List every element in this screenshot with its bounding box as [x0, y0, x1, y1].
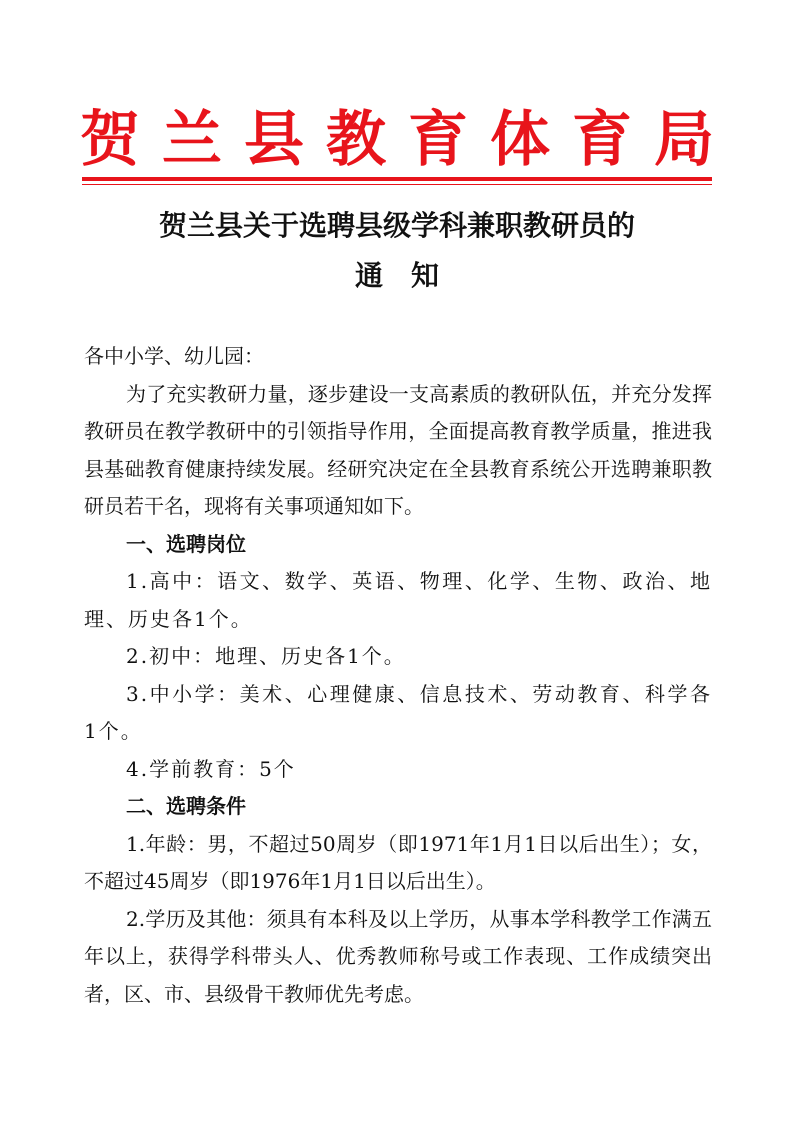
position-item-high-school: 1.高中：语文、数学、英语、物理、化学、生物、政治、地理、历史各1个。	[84, 569, 712, 631]
masthead-char: 育	[408, 105, 468, 175]
position-item-middle-school: 2.初中：地理、历史各1个。	[126, 644, 406, 668]
notice-title-line1: 贺兰县关于选聘县级学科兼职教研员的	[158, 209, 635, 242]
masthead-char: 育	[572, 105, 632, 175]
section-heading-positions: 一、选聘岗位	[126, 531, 246, 556]
masthead-char: 局	[654, 105, 714, 175]
intro-paragraph: 为了充实教研力量，逐步建设一支高素质的教研队伍，并充分发挥教研员在教学教研中的引领指导作用，全面提高教育教学质量，推进我县基础教育健康持续发展。经研究决定在全县教育系统公开选聘兼职教研员若干名，现将有关事项通知如下。	[84, 381, 712, 518]
condition-item-age: 1.年龄：男，不超过50周岁（即1971年1月1日以后出生）；女，不超过45周岁（即1976年1月1日以后出生）。	[84, 831, 712, 893]
position-item-preschool: 4.学前教育：5个	[126, 756, 296, 781]
section-heading-conditions: 二、选聘条件	[126, 794, 246, 818]
condition-item-education: 2.学历及其他：须具有本科及以上学历，从事本学科教学工作满五年以上，获得学科带头人、优秀教师称号或工作表现、工作成绩突出者，区、市、县级骨干教师优先考虑。	[84, 906, 712, 1006]
masthead-divider-thin	[82, 184, 712, 185]
masthead-char: 体	[490, 105, 550, 175]
masthead-divider-thick	[82, 177, 712, 181]
notice-title-line2: 通知	[354, 259, 467, 292]
position-item-primary-middle: 3.中小学：美术、心理健康、信息技术、劳动教育、科学各1个。	[84, 681, 712, 743]
masthead-title	[80, 105, 714, 175]
masthead-char: 贺	[80, 105, 140, 175]
salutation: 各中小学、幼儿园：	[84, 344, 264, 368]
masthead-char: 县	[244, 105, 304, 175]
notice-body	[84, 338, 712, 1013]
masthead-char: 兰	[162, 105, 222, 175]
masthead-char: 教	[326, 105, 386, 175]
